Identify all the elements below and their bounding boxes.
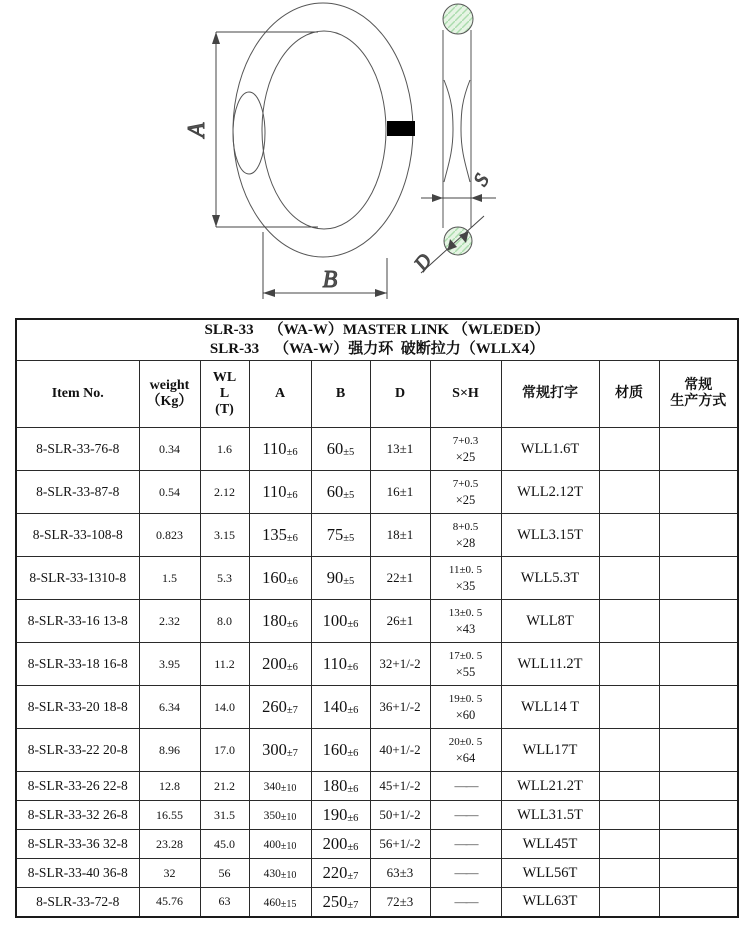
material-cell: [599, 859, 659, 888]
sxh-cell: 20±0. 5 ×64: [430, 729, 501, 772]
title-line-en: SLR-33 （WA-W）MASTER LINK （WLEDED）: [204, 322, 550, 338]
sxh-cell: 11±0. 5 ×35: [430, 557, 501, 600]
item-no-cell: 8-SLR-33-76-8: [16, 428, 139, 471]
material-cell: [599, 600, 659, 643]
marking-cell: WLL11.2T: [501, 643, 599, 686]
marking-cell: WLL14 T: [501, 686, 599, 729]
weight-cell: 16.55: [139, 801, 200, 830]
dim-b-cell: 60±5: [311, 428, 370, 471]
master-link-drawing: [0, 0, 752, 312]
weight-cell: 0.34: [139, 428, 200, 471]
spec-table: [15, 318, 739, 918]
dim-d-cell: 72±3: [370, 888, 430, 917]
table-row: [16, 888, 738, 917]
dim-b-cell: 75±5: [311, 514, 370, 557]
production-cell: [659, 888, 738, 917]
sxh-cell: ——: [430, 801, 501, 830]
wll-cell: 5.3: [200, 557, 249, 600]
weld-mark: [387, 121, 415, 136]
sxh-cell: ——: [430, 830, 501, 859]
material-cell: [599, 830, 659, 859]
col-header-a: A: [249, 361, 311, 428]
waist-right: [461, 80, 470, 182]
dim-b-cell: 220±7: [311, 859, 370, 888]
wll-cell: 31.5: [200, 801, 249, 830]
wll-cell: 56: [200, 859, 249, 888]
marking-cell: WLL21.2T: [501, 772, 599, 801]
item-no-cell: 8-SLR-33-22 20-8: [16, 729, 139, 772]
wll-cell: 1.6: [200, 428, 249, 471]
wll-cell: 17.0: [200, 729, 249, 772]
weight-cell: 8.96: [139, 729, 200, 772]
dim-b-cell: 200±6: [311, 830, 370, 859]
link-inner-contour: [262, 31, 386, 229]
dim-a-cell: 180±6: [249, 600, 311, 643]
dim-a-cell: 110±6: [249, 428, 311, 471]
sxh-cell: ——: [430, 859, 501, 888]
dim-d-cell: 50+1/-2: [370, 801, 430, 830]
weight-cell: 45.76: [139, 888, 200, 917]
col-header-sxh: S×H: [430, 361, 501, 428]
dim-b-cell: 110±6: [311, 643, 370, 686]
dim-a-cell: 135±6: [249, 514, 311, 557]
material-cell: [599, 729, 659, 772]
sxh-cell: 8+0.5 ×28: [430, 514, 501, 557]
dim-d-cell: 63±3: [370, 859, 430, 888]
production-cell: [659, 859, 738, 888]
col-header-item-no: Item No.: [16, 361, 139, 428]
dim-d-cell: 32+1/-2: [370, 643, 430, 686]
material-cell: [599, 643, 659, 686]
dim-b-cell: 160±6: [311, 729, 370, 772]
table-row: [16, 600, 738, 643]
dim-d-cell: 18±1: [370, 514, 430, 557]
col-header-b: B: [311, 361, 370, 428]
table-row: [16, 686, 738, 729]
wll-cell: 3.15: [200, 514, 249, 557]
dim-d-cell: 40+1/-2: [370, 729, 430, 772]
dim-b-cell: 140±6: [311, 686, 370, 729]
dim-s-label: S: [469, 170, 494, 190]
production-cell: [659, 600, 738, 643]
marking-cell: WLL1.6T: [501, 428, 599, 471]
production-cell: [659, 686, 738, 729]
dim-a-cell: 300±7: [249, 729, 311, 772]
dimension-a: [184, 32, 318, 227]
dim-d-label: D: [410, 249, 437, 275]
dim-d-cell: 36+1/-2: [370, 686, 430, 729]
col-header-weight: weight （Kg）: [139, 361, 200, 428]
link-front-view: [233, 3, 415, 257]
table-row: [16, 557, 738, 600]
material-cell: [599, 888, 659, 917]
item-no-cell: 8-SLR-33-72-8: [16, 888, 139, 917]
item-no-cell: 8-SLR-33-108-8: [16, 514, 139, 557]
production-cell: [659, 801, 738, 830]
link-side-view: [443, 4, 473, 255]
item-no-cell: 8-SLR-33-1310-8: [16, 557, 139, 600]
dim-d-cell: 16±1: [370, 471, 430, 514]
dim-a-cell: 460±15: [249, 888, 311, 917]
dimension-b: [263, 232, 387, 299]
dim-b-label: B: [322, 267, 338, 293]
dim-d-cell: 45+1/-2: [370, 772, 430, 801]
dim-d-cell: 22±1: [370, 557, 430, 600]
col-header-production: 常规 生产方式: [659, 361, 738, 428]
table-title: [16, 319, 738, 361]
dimension-s: [421, 171, 496, 202]
marking-cell: WLL31.5T: [501, 801, 599, 830]
material-cell: [599, 686, 659, 729]
table-row: [16, 428, 738, 471]
sxh-cell: 7+0.3 ×25: [430, 428, 501, 471]
weight-cell: 0.823: [139, 514, 200, 557]
wll-cell: 11.2: [200, 643, 249, 686]
marking-cell: WLL5.3T: [501, 557, 599, 600]
marking-cell: WLL2.12T: [501, 471, 599, 514]
title-line-cn: SLR-33 （WA-W）强力环 破断拉力（WLLX4）: [209, 341, 545, 357]
item-no-cell: 8-SLR-33-26 22-8: [16, 772, 139, 801]
dim-a-cell: 400±10: [249, 830, 311, 859]
production-cell: [659, 514, 738, 557]
production-cell: [659, 729, 738, 772]
link-flat-section: [233, 92, 265, 174]
table-title-row: [16, 319, 738, 361]
marking-cell: WLL8T: [501, 600, 599, 643]
wll-cell: 8.0: [200, 600, 249, 643]
dim-a-cell: 160±6: [249, 557, 311, 600]
dim-b-cell: 180±6: [311, 772, 370, 801]
wll-cell: 45.0: [200, 830, 249, 859]
production-cell: [659, 772, 738, 801]
table-row: [16, 471, 738, 514]
weight-cell: 0.54: [139, 471, 200, 514]
dim-b-cell: 60±5: [311, 471, 370, 514]
production-cell: [659, 557, 738, 600]
wll-cell: 63: [200, 888, 249, 917]
wll-cell: 14.0: [200, 686, 249, 729]
col-header-wll: WL L (T): [200, 361, 249, 428]
production-cell: [659, 830, 738, 859]
sxh-cell: 7+0.5 ×25: [430, 471, 501, 514]
material-cell: [599, 471, 659, 514]
sxh-cell: 19±0. 5 ×60: [430, 686, 501, 729]
weight-cell: 6.34: [139, 686, 200, 729]
material-cell: [599, 801, 659, 830]
table-row: [16, 514, 738, 557]
material-cell: [599, 772, 659, 801]
table-row: [16, 772, 738, 801]
table-row: [16, 859, 738, 888]
bar-section-top: [443, 4, 473, 34]
dim-d-cell: 56+1/-2: [370, 830, 430, 859]
material-cell: [599, 557, 659, 600]
production-cell: [659, 643, 738, 686]
dim-b-cell: 190±6: [311, 801, 370, 830]
item-no-cell: 8-SLR-33-40 36-8: [16, 859, 139, 888]
weight-cell: 1.5: [139, 557, 200, 600]
item-no-cell: 8-SLR-33-36 32-8: [16, 830, 139, 859]
wll-cell: 21.2: [200, 772, 249, 801]
table-header-row: [16, 361, 738, 428]
col-header-marking: 常规打字: [501, 361, 599, 428]
dim-b-cell: 100±6: [311, 600, 370, 643]
item-no-cell: 8-SLR-33-16 13-8: [16, 600, 139, 643]
dim-d-cell: 26±1: [370, 600, 430, 643]
dim-a-cell: 350±10: [249, 801, 311, 830]
dim-a-label: A: [184, 122, 210, 138]
weight-cell: 23.28: [139, 830, 200, 859]
production-cell: [659, 428, 738, 471]
table-row: [16, 830, 738, 859]
marking-cell: WLL45T: [501, 830, 599, 859]
wll-cell: 2.12: [200, 471, 249, 514]
table-row: [16, 643, 738, 686]
dim-a-cell: 430±10: [249, 859, 311, 888]
sxh-cell: ——: [430, 772, 501, 801]
production-cell: [659, 471, 738, 514]
marking-cell: WLL17T: [501, 729, 599, 772]
material-cell: [599, 428, 659, 471]
dim-d-cell: 13±1: [370, 428, 430, 471]
sxh-cell: 17±0. 5 ×55: [430, 643, 501, 686]
dim-a-cell: 340±10: [249, 772, 311, 801]
sxh-cell: ——: [430, 888, 501, 917]
marking-cell: WLL56T: [501, 859, 599, 888]
col-header-material: 材质: [599, 361, 659, 428]
dim-b-cell: 90±5: [311, 557, 370, 600]
item-no-cell: 8-SLR-33-32 26-8: [16, 801, 139, 830]
dim-a-cell: 110±6: [249, 471, 311, 514]
dim-a-cell: 200±6: [249, 643, 311, 686]
col-header-d: D: [370, 361, 430, 428]
spec-table-body: [16, 428, 738, 917]
dim-b-cell: 250±7: [311, 888, 370, 917]
marking-cell: WLL3.15T: [501, 514, 599, 557]
waist-left: [444, 80, 453, 182]
dim-a-cell: 260±7: [249, 686, 311, 729]
weight-cell: 12.8: [139, 772, 200, 801]
weight-cell: 32: [139, 859, 200, 888]
weight-cell: 2.32: [139, 600, 200, 643]
item-no-cell: 8-SLR-33-18 16-8: [16, 643, 139, 686]
table-row: [16, 729, 738, 772]
marking-cell: WLL63T: [501, 888, 599, 917]
item-no-cell: 8-SLR-33-20 18-8: [16, 686, 139, 729]
table-row: [16, 801, 738, 830]
item-no-cell: 8-SLR-33-87-8: [16, 471, 139, 514]
sxh-cell: 13±0. 5 ×43: [430, 600, 501, 643]
weight-cell: 3.95: [139, 643, 200, 686]
material-cell: [599, 514, 659, 557]
